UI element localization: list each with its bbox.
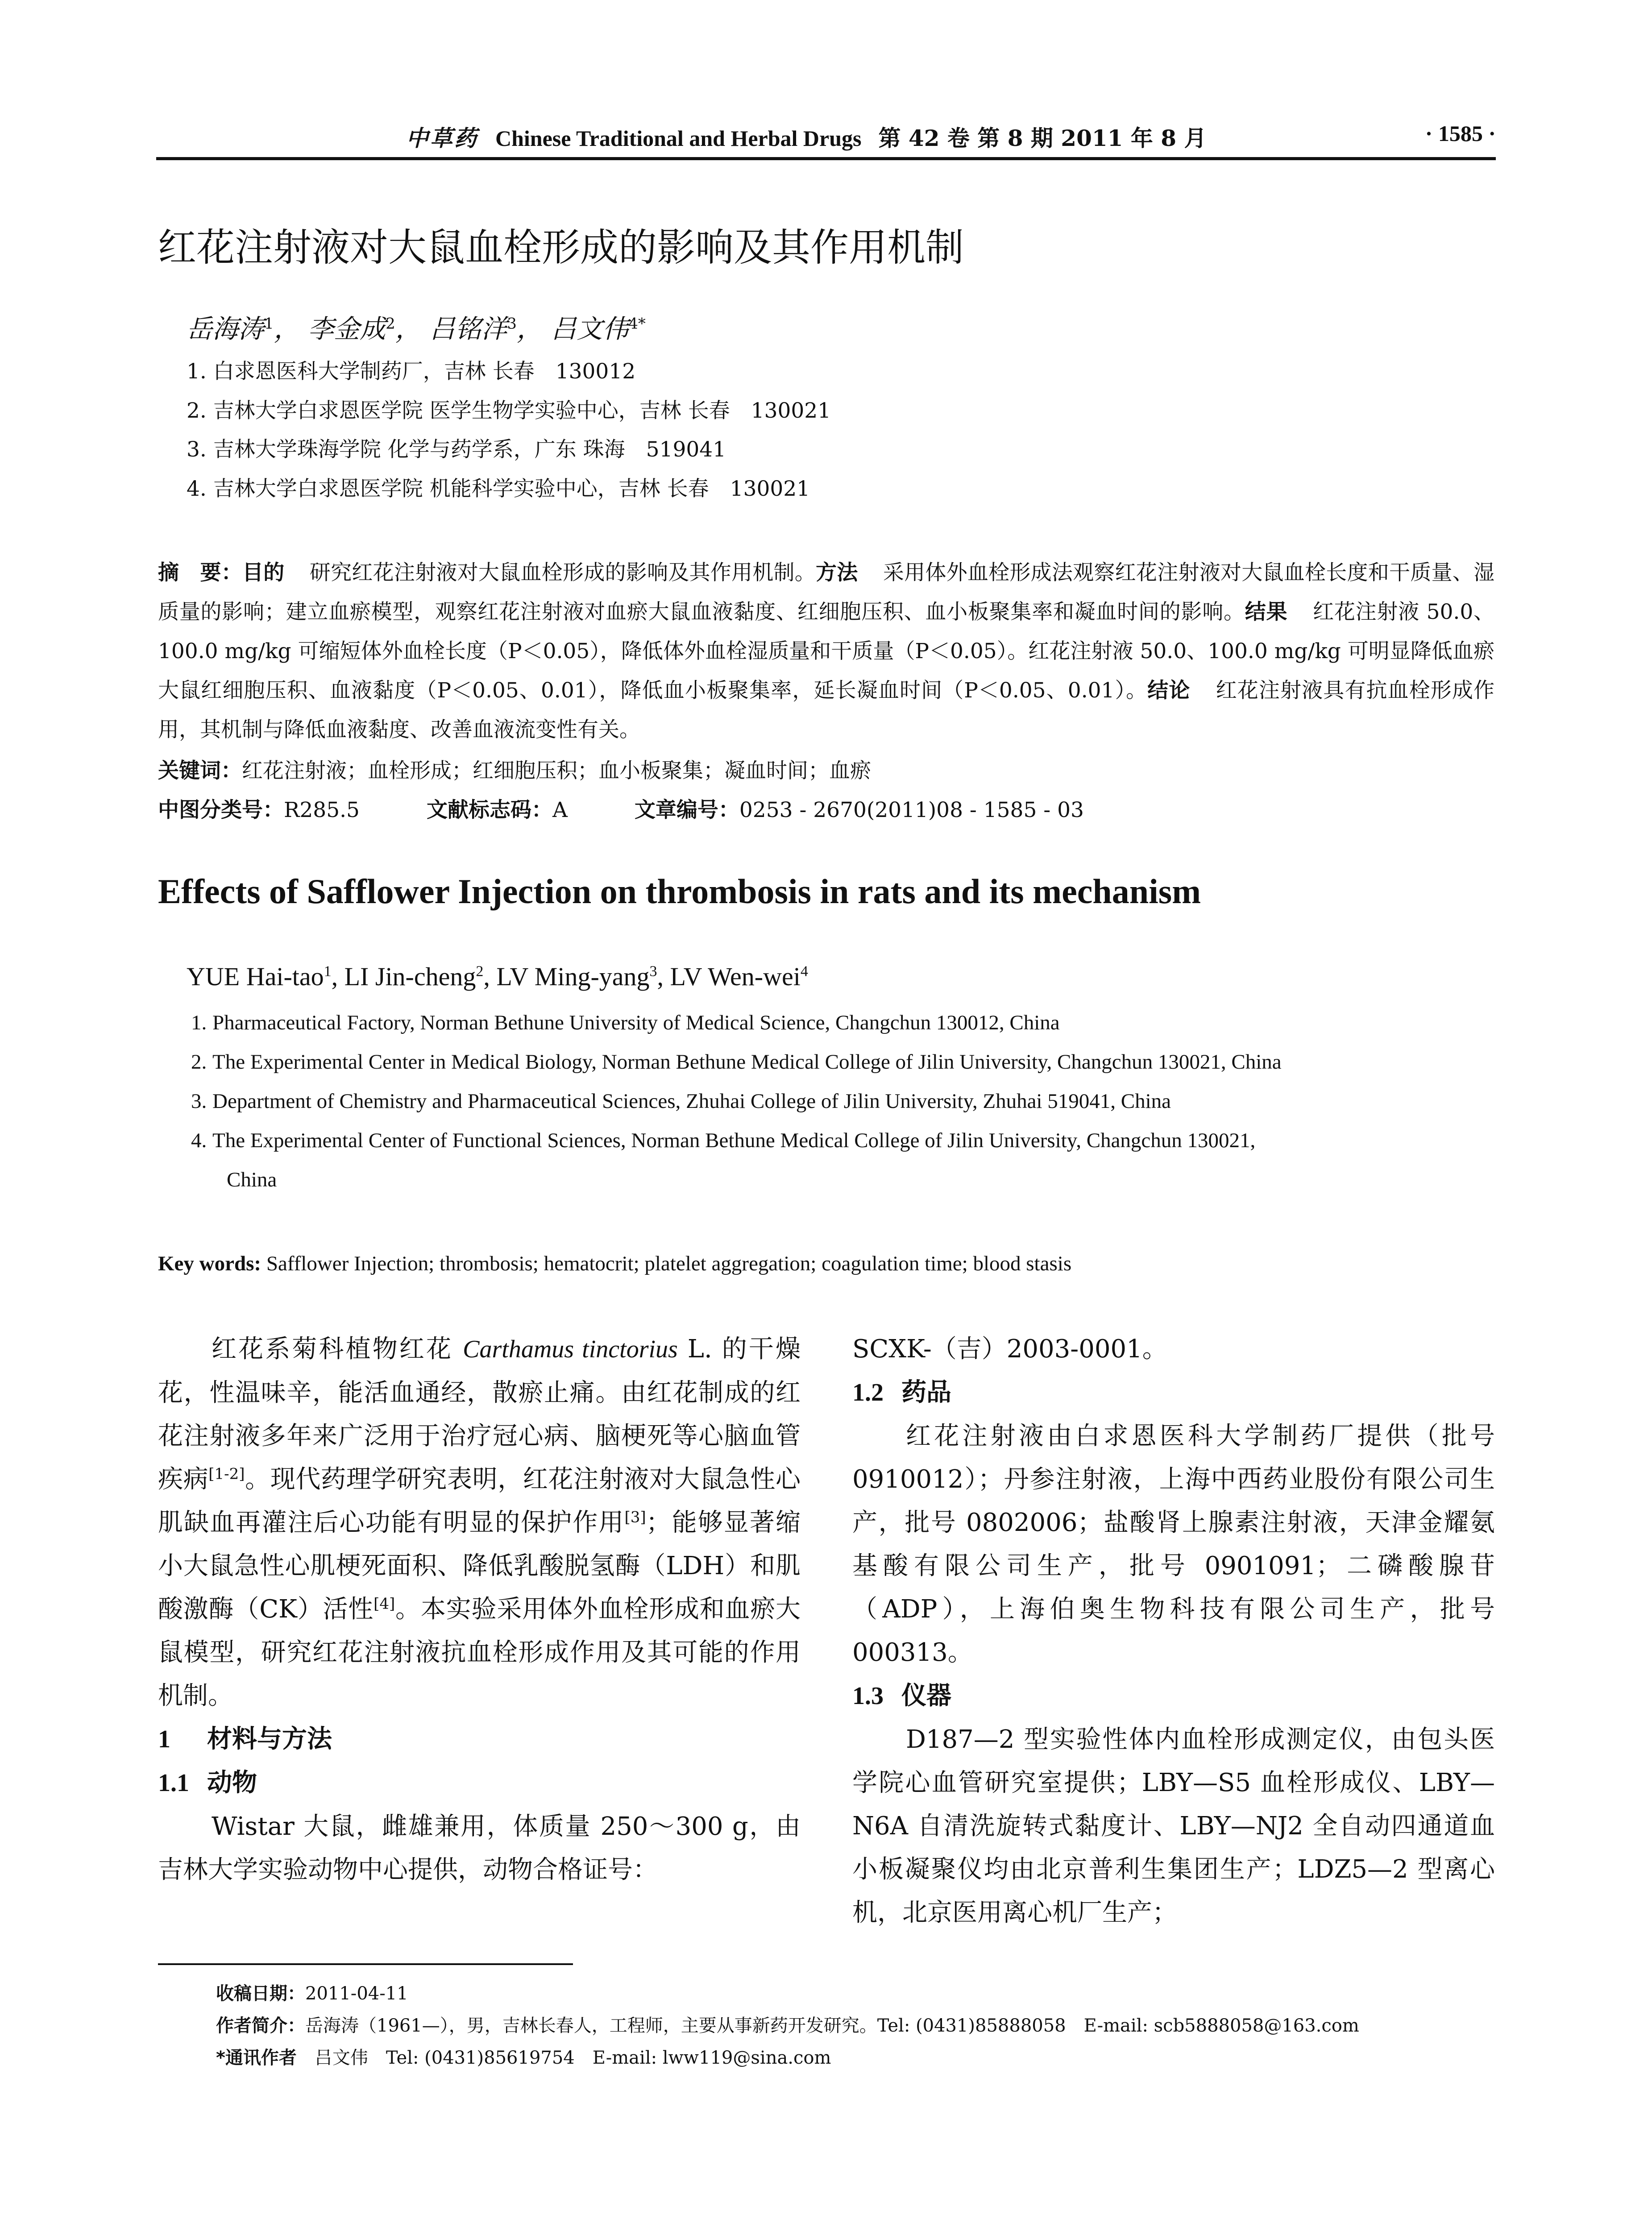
intro-text: 。本实验采用体外血栓形成和血瘀大鼠模型，研究红花注射液抗血栓形成作用及其可能的作用机制。 (158, 1595, 801, 1710)
section-number: 1 (158, 1725, 170, 1753)
abstract-label: 摘 要： (158, 560, 243, 585)
affiliation-en (191, 1011, 1060, 1035)
affiliation-text: The Experimental Center of Functional Sciences, Norman Bethune Medical College of Jilin University, Changchun 130021, (212, 1129, 1256, 1152)
section-number: 1.3 (852, 1682, 884, 1710)
conclusion-text: 红花注射液具有抗血栓形成作用，其机制与降低血液黏度、改善血液流变性有关。 (158, 678, 1495, 742)
footnote-text: 吕文伟 Tel: (0431)85619754 E-mail: lww119@sina.com (314, 2048, 831, 2068)
footnote-corresponding (216, 2044, 831, 2069)
section-title: 仪器 (901, 1681, 951, 1710)
title-cn: 红花注射液对大鼠血栓形成的影响及其作用机制 (158, 225, 964, 270)
keywords-en-text: Safflower Injection; thrombosis; hematocrit; platelet aggregation; coagulation time; blood stasis (266, 1252, 1072, 1275)
author-sup: 3 (507, 315, 517, 333)
authors-cn: 岳海涛$^1$， 李金成$^2$， 吕铭洋$^3$， 吕文伟$^{4*}$ (187, 314, 646, 344)
author-sup: 2 (476, 963, 484, 980)
section-title: 动物 (207, 1768, 257, 1797)
authors-en: YUE Hai-tao$^1$, LI Jin-cheng$^2$, LV Ming-yang$^3$, LV Wen-wei$^4$ (187, 962, 808, 991)
results-text: 红花注射液 50.0、100.0 mg/kg 可缩短体外血栓长度（P＜0.05），降低体外血栓湿质量和干质量（P＜0.05）。红花注射液 50.0、100.0 mg/kg 可明显降低血瘀大鼠红细胞压积、血液黏度（P＜0.05、0.01），降低血小板聚集率，延长凝血时间（P＜0.05、0.01）。 (158, 600, 1495, 703)
affiliation-cn: 4. 吉林大学白求恩医学院 机能科学实验中心，吉林 长春 130021 (187, 477, 810, 501)
author-cn: 岳海涛 (187, 314, 265, 344)
doc-code-value: A (552, 798, 568, 822)
author-cn: 吕文伟 (551, 314, 629, 344)
body-column-right (852, 1327, 1495, 1934)
objective-label: 目的 (242, 560, 285, 585)
page-number: · 1585 · (1425, 121, 1496, 146)
author-en: LV Ming-yang (496, 962, 650, 991)
section-title: 药品 (901, 1378, 951, 1407)
section-title: 材料与方法 (207, 1725, 332, 1754)
keywords-cn-label: 关键词： (158, 759, 242, 783)
footnote-rule (158, 1963, 573, 1965)
footnote-text: 岳海涛（1961—），男，吉林长春人，工程师，主要从事新药开发研究。Tel: (0431)85888058 E-mail: scb5888058@163.com (305, 2015, 1359, 2036)
body-column-left (158, 1327, 801, 1891)
keywords-cn (158, 754, 871, 784)
affiliation-text: Department of Chemistry and Pharmaceutical Sciences, Zhuhai College of Jilin University, Zhuhai 519041, China (212, 1090, 1171, 1113)
conclusion-label: 结论 (1147, 678, 1191, 703)
author-cn: 李金成 (308, 314, 386, 344)
footnote-text: 2011-04-11 (305, 1983, 408, 2004)
footnote-label: 收稿日期： (216, 1983, 305, 2004)
author-sup: 3 (649, 963, 657, 980)
species-name: Carthamus tinctorius (463, 1335, 678, 1363)
intro-text: 。现代药理学研究表明，红花注射液对大鼠急性心肌缺血再灌注后心功能有明显的保护作用 (158, 1465, 801, 1537)
intro-text: 红花系菊科植物红花 (212, 1335, 453, 1364)
intro-text: L. 的干燥花，性温味辛，能活血通经，散瘀止痛。由红花制成的红花注射液多年来广泛用于治疗冠心病、脑梗死等心脑血管疾病 (158, 1335, 801, 1494)
author-en: LI Jin-cheng (344, 962, 476, 991)
animals-paragraph-continued: SCXK-（吉）2003-0001。 (852, 1335, 1167, 1364)
methods-label: 方法 (816, 560, 858, 585)
affiliation-cn: 1. 白求恩医科大学制药厂，吉林 长春 130012 (187, 359, 636, 384)
journal-name-cn: 中草药 (406, 125, 478, 151)
affiliation-number: 2. (191, 1050, 207, 1074)
clc-value: R285.5 (284, 798, 360, 822)
intro-paragraph (158, 1327, 801, 1717)
results-label: 结果 (1245, 600, 1288, 624)
objective-text: 研究红花注射液对大鼠血栓形成的影响及其作用机制。 (309, 560, 816, 585)
article-no-value: 0253 - 2670(2011)08 - 1585 - 03 (739, 798, 1084, 822)
subsection-heading (158, 1761, 801, 1805)
citation: [1-2] (208, 1465, 245, 1483)
instruments-paragraph: D187—2 型实验性体内血栓形成测定仪，由包头医学院心血管研究室提供；LBY—S5 血栓形成仪、LBY—N6A 自清洗旋转式黏度计、LBY—NJ2 全自动四通道血小板凝聚仪均由北京普利生集团生产；LDZ5—2 型离心机，北京医用离心机厂生产； (852, 1725, 1495, 1927)
affiliation-en-continued: China (227, 1168, 277, 1191)
subsection-heading (852, 1371, 1495, 1414)
author-sup: 2 (386, 315, 395, 333)
section-number: 1.2 (852, 1379, 884, 1406)
clc-label: 中图分类号： (158, 798, 284, 822)
journal-issue: 第 42 卷 第 8 期 2011 年 8 月 (878, 125, 1207, 151)
drugs-paragraph: 红花注射液由白求恩医科大学制药厂提供（批号 0910012）；丹参注射液，上海中西药业股份有限公司生产，批号 0802006；盐酸肾上腺素注射液，天津金耀氨基酸有限公司生产，批号 0901091；二磷酸腺苷（ADP），上海伯奥生物科技有限公司生产，批号 000313。 (852, 1422, 1495, 1667)
author-sup: 1 (264, 315, 274, 333)
citation: [3] (624, 1508, 646, 1526)
affiliation-number: 1. (191, 1011, 207, 1034)
section-heading (158, 1717, 801, 1761)
title-en: Effects of Safflower Injection on thrombosis in rats and its mechanism (158, 872, 1201, 911)
affiliation-number: 4. (191, 1129, 207, 1152)
intro-text: ；能够显著缩小大鼠急性心肌梗死面积、降低乳酸脱氢酶（LDH）和肌酸激酶（CK）活性 (158, 1508, 801, 1624)
affiliation-en (191, 1089, 1171, 1113)
citation: [4] (374, 1595, 395, 1613)
section-number: 1.1 (158, 1769, 189, 1797)
animals-paragraph: Wistar 大鼠，雌雄兼用，体质量 250～300 g，由吉林大学实验动物中心提供，动物合格证号： (158, 1812, 801, 1884)
doc-code-label: 文献标志码： (426, 798, 552, 822)
classification-line (158, 793, 1084, 823)
running-header (156, 117, 1496, 160)
keywords-en-label: Key words: (158, 1252, 261, 1275)
article-no-label: 文章编号： (634, 798, 739, 822)
abstract-cn (158, 553, 1494, 750)
footnote-received (216, 1979, 408, 2005)
author-sup: 1 (324, 963, 332, 980)
affiliation-cn: 2. 吉林大学白求恩医学院 医学生物学实验中心，吉林 长春 130021 (187, 398, 831, 423)
keywords-cn-text: 红花注射液；血栓形成；红细胞压积；血小板聚集；凝血时间；血瘀 (242, 759, 871, 783)
keywords-en (158, 1252, 1071, 1276)
affiliation-en (191, 1050, 1282, 1074)
footnote-label: 作者简介： (216, 2015, 305, 2036)
journal-line (406, 120, 1206, 153)
affiliation-cn: 3. 吉林大学珠海学院 化学与药学系，广东 珠海 519041 (187, 437, 726, 462)
journal-name-en: Chinese Traditional and Herbal Drugs (495, 126, 862, 151)
author-sup: 4* (628, 315, 646, 333)
affiliation-text: Pharmaceutical Factory, Norman Bethune University of Medical Science, Changchun 130012, China (212, 1011, 1060, 1034)
footnote-label: *通讯作者 (216, 2048, 297, 2068)
subsection-heading (852, 1674, 1495, 1718)
methods-text: 采用体外血栓形成法观察红花注射液对大鼠血栓长度和干质量、湿质量的影响；建立血瘀模型，观察红花注射液对血瘀大鼠血液黏度、红细胞压积、血小板聚集率和凝血时间的影响。 (158, 560, 1495, 624)
affiliation-en (191, 1128, 1256, 1153)
affiliation-number: 3. (191, 1090, 207, 1113)
author-en: YUE Hai-tao (187, 962, 324, 991)
author-en: LV Wen-wei (670, 962, 801, 991)
author-sup: 4 (800, 963, 808, 980)
author-cn: 吕铭洋 (429, 314, 507, 344)
footnote-author (216, 2011, 1359, 2037)
affiliation-text: The Experimental Center in Medical Biology, Norman Bethune Medical College of Jilin University, Changchun 130021, China (212, 1050, 1282, 1074)
